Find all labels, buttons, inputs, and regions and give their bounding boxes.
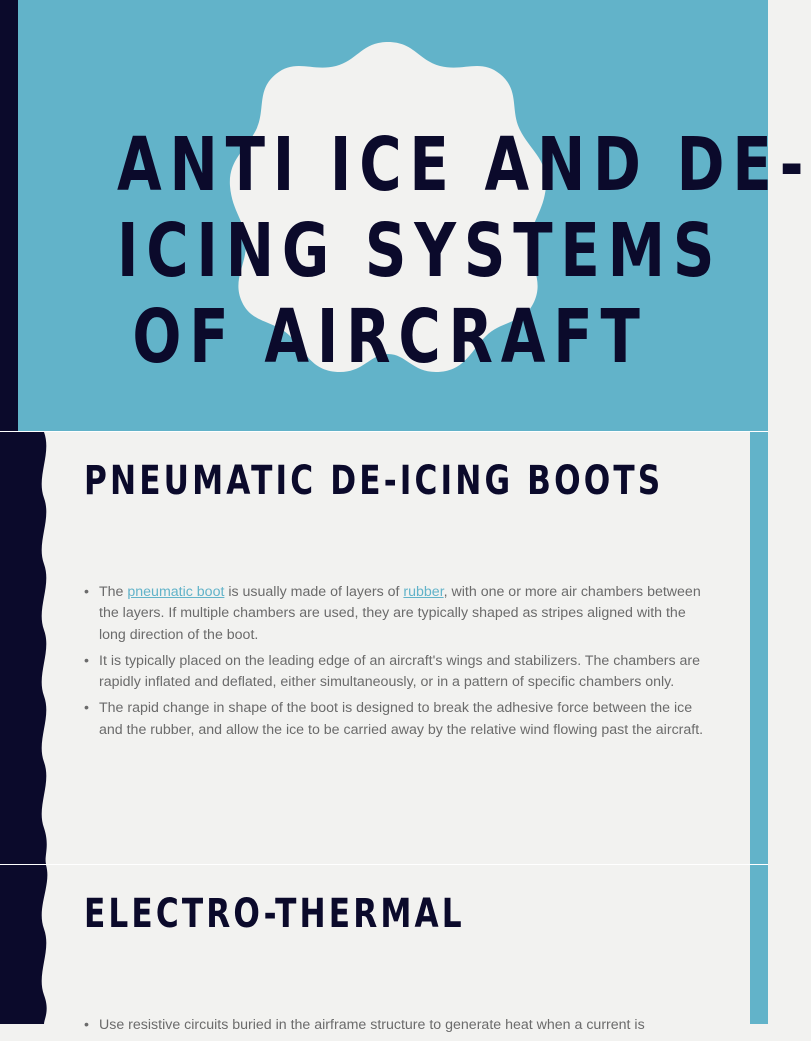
left-accent-band [0, 0, 18, 431]
pneumatic-slide [0, 432, 768, 864]
pneumatic-boot-link[interactable]: pneumatic boot [127, 584, 225, 600]
title-line-1: ANTI ICE AND DE- [117, 121, 811, 208]
right-accent-band [750, 865, 768, 1024]
title-slide [0, 0, 811, 431]
wavy-left-band [0, 865, 60, 1024]
slide-heading: ELECTRO-THERMAL [84, 891, 465, 937]
bullet-text: Use resistive circuits buried in the airframe structure to generate heat when a current is [99, 1017, 645, 1033]
bullet-text: The rapid change in shape of the boot is designed to break the adhesive force between the ice and the rubber, and allow the ice to be carried away by the relative wind flowing past the aircraft. [99, 700, 704, 738]
bullet-text: The [99, 584, 128, 600]
title-line-2: ICING SYSTEMS [117, 207, 723, 294]
bullet-item [84, 651, 710, 694]
bullet-item [84, 582, 710, 646]
electro-thermal-slide [0, 865, 768, 1033]
bullet-list [84, 582, 710, 746]
right-accent-band [750, 432, 768, 864]
bullet-text: It is typically placed on the leading edge of an aircraft's wings and stabilizers. The chambers are rapidly inflated and deflated, either simultaneously, or in a pattern of specific chambers only. [99, 652, 701, 691]
bullet-item [84, 1015, 710, 1036]
title-line-3: OF AIRCRAFT [132, 293, 648, 380]
bullet-item [84, 698, 710, 741]
bullet-text: , with one or more air chambers between the layers. If multiple chambers are used, they are typically shaped as stripes aligned with the long direction of the boot. [99, 584, 701, 643]
wavy-left-band [0, 432, 60, 864]
rubber-link[interactable]: rubber [403, 584, 444, 600]
bullet-list [84, 1015, 710, 1041]
slide-heading: PNEUMATIC DE-ICING BOOTS [84, 458, 664, 504]
bullet-text: is usually made of layers of [224, 584, 404, 600]
presentation-title [117, 121, 811, 380]
